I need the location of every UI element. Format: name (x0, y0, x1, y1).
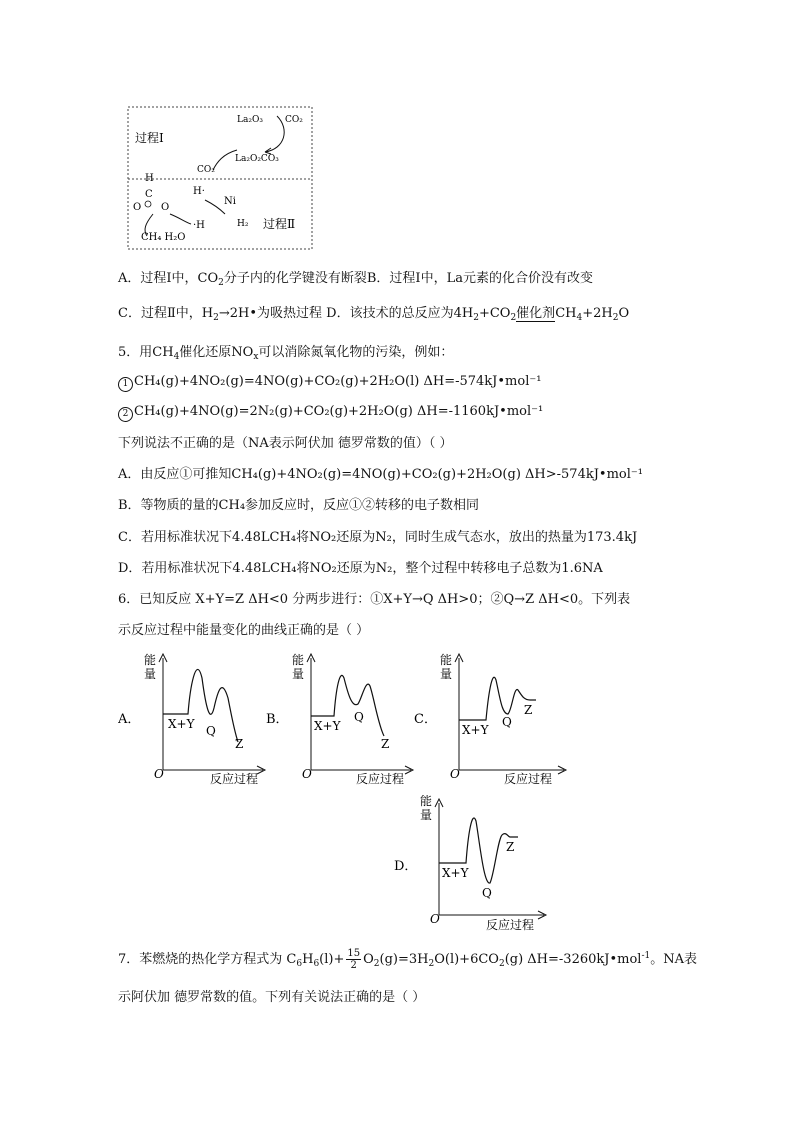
la2o2co3-label: La₂O₂CO₃ (235, 154, 279, 164)
h-dot-label: H· (193, 186, 205, 197)
q6-stem-line2: 示反应过程中能量变化的曲线正确的是（ ） (118, 623, 370, 638)
h2-label: H₂ (237, 219, 249, 229)
svg-text:量: 量 (144, 667, 157, 681)
svg-text:量: 量 (440, 667, 453, 681)
q5-option-d: D．若用标准状况下4.48LCH₄将NO₂还原为N₂，整个过程中转移电子总数为1.6NA (118, 561, 603, 576)
svg-text:Q: Q (354, 710, 364, 724)
option-label-d: D． (394, 859, 418, 874)
process2-label: 过程Ⅱ (263, 217, 296, 231)
energy-diagram-d (394, 795, 554, 935)
svg-text:能: 能 (292, 653, 305, 667)
co2-arrow (213, 150, 237, 170)
svg-text:量: 量 (420, 808, 433, 822)
svg-text:反应过程: 反应过程 (210, 772, 259, 786)
svg-text:Z: Z (235, 737, 244, 751)
q6-stem-line1: 6．已知反应 X+Y=Z ΔH<0 分两步进行：①X+Y→Q ΔH>0；②Q→Z ΔH<0。下列表 (118, 592, 631, 607)
energy-diagram-b (266, 648, 416, 788)
svg-text:反应过程: 反应过程 (504, 772, 553, 786)
energy-diagram-a (118, 648, 268, 788)
c-label: C (145, 189, 153, 200)
option-label-b: B． (266, 712, 289, 727)
svg-text:Z: Z (524, 703, 533, 717)
q4-option-cd: C．过程Ⅱ中，$H_2\to 2H•$为吸热过程 D．该技术的总反应为$4H_2+CO_2$催化剂$CH_4+2H_2O$ (118, 306, 630, 323)
svg-text:Q: Q (206, 724, 216, 738)
fraction: $\frac{15}{2}$ (347, 948, 361, 971)
o-left-label: O (133, 202, 142, 213)
q5-option-a: A．由反应①可推知CH₄(g)+4NO₂(g)=4NO(g)+CO₂(g)+2H₂O(g) ΔH>-574kJ•mol⁻¹ (118, 467, 643, 482)
svg-text:Q: Q (502, 715, 512, 729)
ni-arrow (205, 200, 225, 214)
svg-text:能: 能 (144, 653, 157, 667)
option-label-a: A． (118, 712, 141, 727)
svg-text:X+Y: X+Y (462, 723, 489, 737)
svg-text:O: O (430, 912, 440, 926)
q4-option-ab: A．过程Ⅰ中，$CO_2$分子内的化学键没有断裂B．过程Ⅰ中，La元素的化合价没有改变 (118, 271, 593, 288)
q5-reaction-1: 1 CH₄(g)+4NO₂(g)=4NO(g)+CO₂(g)+2H₂O(l) ΔH=-574kJ•mol⁻¹ (118, 372, 541, 392)
svg-text:Q: Q (482, 886, 492, 900)
cycle-arrow (265, 116, 284, 152)
q5-question: 下列说法不正确的是（NA表示阿伏加 德罗常数的值）（ ） (118, 436, 453, 451)
products-label: CH₄ H₂O (141, 232, 186, 243)
ni-label: Ni (224, 196, 236, 207)
mechanism-diagram (125, 104, 315, 254)
svg-text:能: 能 (440, 653, 453, 667)
la2o3-label: La₂O₃ (237, 115, 263, 125)
q7-line1: 7．苯燃烧的热化学方程式为 $C_6H_6(l)+$ $\frac{15}{2}$ $O_2(g)=3H_2O(l)+6CO_2(g)$ ΔH=-3260kJ•mol$^{-1}$。NA表 (118, 948, 697, 971)
q5-option-b: B．等物质的量的CH₄参加反应时，反应①②转移的电子数相同 (118, 498, 480, 513)
svg-text:X+Y: X+Y (442, 866, 469, 880)
svg-text:X+Y: X+Y (168, 717, 195, 731)
co2-mid-label: CO₂ (197, 165, 215, 175)
co2-top-label: CO₂ (285, 115, 303, 125)
svg-text:O: O (302, 767, 312, 781)
h-bottom-label: ·H (193, 220, 205, 231)
q7-line2: 示阿伏加 德罗常数的值。下列有关说法正确的是（ ） (118, 990, 426, 1005)
q5-stem: 5．用$CH_4$催化还原$NO_x$可以消除氮氧化物的污染，例如： (118, 345, 454, 362)
svg-text:量: 量 (292, 667, 305, 681)
process1-label: 过程Ⅰ (135, 131, 164, 145)
svg-text:反应过程: 反应过程 (486, 918, 535, 932)
h-top-label: H (145, 173, 154, 184)
h-arrow (170, 214, 191, 224)
option-label-c: C． (414, 712, 437, 727)
svg-text:反应过程: 反应过程 (356, 772, 405, 786)
svg-text:Z: Z (381, 737, 390, 751)
q5-reaction-2: 2 CH₄(g)+4NO(g)=2N₂(g)+CO₂(g)+2H₂O(g) ΔH=-1160kJ•mol⁻¹ (118, 402, 543, 422)
catalyst-label: 催化剂 (516, 306, 556, 321)
svg-text:O: O (450, 767, 460, 781)
svg-text:Z: Z (506, 840, 515, 854)
svg-text:X+Y: X+Y (314, 719, 341, 733)
svg-text:O: O (154, 767, 164, 781)
svg-text:能: 能 (420, 795, 433, 808)
energy-curve-a (163, 669, 238, 742)
energy-diagram-c (414, 648, 574, 788)
o-right-label: O (161, 202, 170, 213)
q5-option-c: C．若用标准状况下4.48LCH₄将NO₂还原为N₂，同时生成气态水，放出的热量为173.4kJ (118, 530, 638, 545)
